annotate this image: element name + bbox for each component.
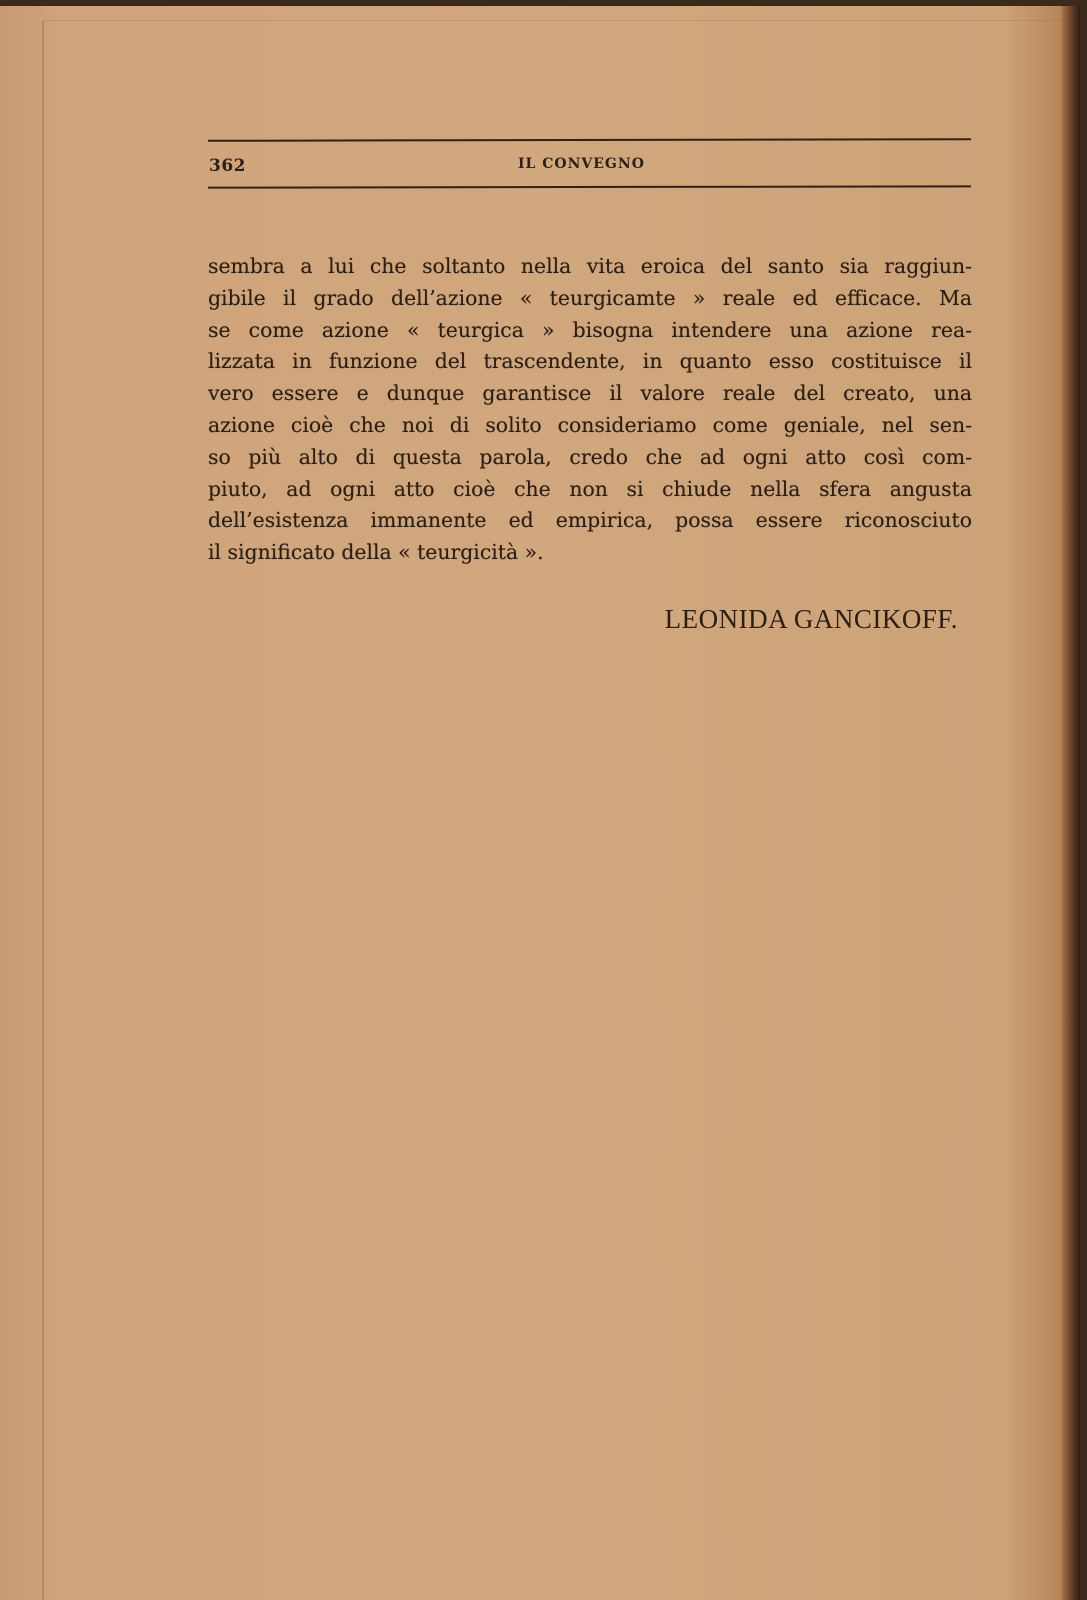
text-line: sembra a lui che soltanto nella vita eroica del santo sia raggiun-: [208, 254, 972, 278]
text-line: vero essere e dunque garantisce il valore reale del creato, una: [208, 381, 972, 406]
body-paragraph: [208, 251, 972, 569]
text-line: lizzata in funzione del trascendente, in quanto esso costituisce il: [208, 349, 972, 374]
header-top-rule: [208, 138, 971, 142]
header-bottom-rule: [208, 185, 971, 188]
text-line: so più alto di questa parola, credo che ad ogni atto così com-: [208, 444, 972, 469]
book-page: [0, 6, 1080, 1600]
page-edge: [1062, 6, 1080, 1600]
text-line: azione cioè che noi di solito consideriamo come geniale, nel sen-: [208, 412, 972, 437]
running-head: IL CONVEGNO: [518, 156, 645, 172]
text-line: gibile il grado dell’azione « teurgicamte » reale ed efficace. Ma: [208, 285, 972, 310]
text-line: il significato della « teurgicità ».: [208, 540, 544, 565]
text-line: dell’esistenza immanente ed empirica, possa essere riconosciuto: [208, 508, 972, 533]
page-number: 362: [209, 156, 246, 176]
text-line: piuto, ad ogni atto cioè che non si chiude nella sfera angusta: [208, 476, 972, 501]
text-line: se come azione « teurgica » bisogna intendere una azione rea-: [208, 317, 972, 342]
author-signature: LEONIDA GANCIKOFF.: [664, 604, 958, 634]
